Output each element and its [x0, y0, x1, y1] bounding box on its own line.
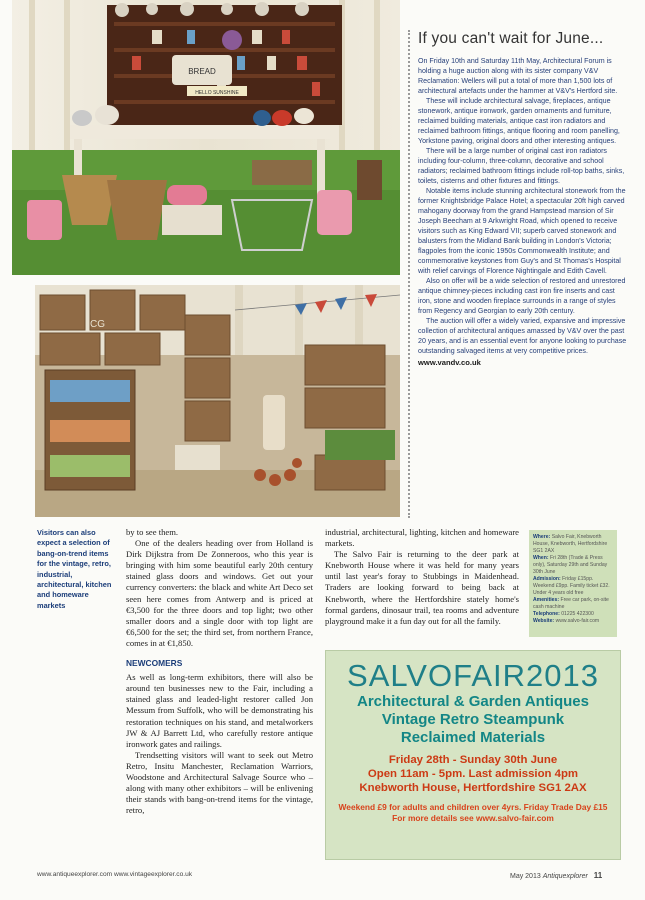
footer-urls[interactable]: www.antiqueexplorer.com www.vintageexplorer.co.uk — [37, 871, 193, 878]
info-where: Where: Salvo Fair, Knebworth House, Knebworth, Hertfordshire SG1 2AX — [533, 534, 608, 554]
sidebar-paragraph: On Friday 10th and Saturday 11th May, Architectural Forum is holding a huge auction along with its sister company V&V Reclamation: Wellers will put a total of more than 1,500 lots of architectural artefacts under the hammer at V&V's Hertford site. — [418, 57, 618, 95]
info-telephone: Telephone: 01225 422300 — [533, 611, 594, 617]
ad-line: Vintage Retro Steampunk — [381, 711, 565, 728]
crate-sign-text: CG — [90, 319, 105, 330]
auction-sidebar — [408, 30, 630, 518]
sidebar-url[interactable]: www.vandv.co.uk — [418, 358, 481, 367]
top-photo — [12, 0, 400, 275]
ad-line: Architectural & Garden Antiques — [357, 693, 589, 710]
ad-venue: Knebworth House, Hertfordshire SG1 2AX — [359, 782, 587, 794]
sidebar-title: If you can't wait for June... — [418, 30, 604, 47]
ad-website[interactable]: For more details see www.salvo-fair.com — [392, 813, 554, 823]
info-when: When: Fri 28th (Trade & Press only), Saturday 29th and Sunday 30th June — [533, 555, 608, 575]
body-paragraph: by to see them. — [126, 527, 179, 537]
salvo-fair-advert — [325, 650, 621, 860]
body-paragraph: The Salvo Fair is returning to the deer park at Knebworth House where it was held for many years until last year's foray to Stubbings in Maidenhead. Traders are looking forward to being back at Knebworth, where the Hertfordshire stately home's formal gardens, dinosaur trail, tea rooms and adventure playground make it a fun day out for all the family. — [325, 549, 519, 626]
hello-sunshine-sign-text: HELLO SUNSHINE — [195, 90, 239, 96]
body-paragraph: industrial, architectural, lighting, kitchen and homeware markets. — [325, 527, 519, 549]
body-paragraph: Trendsetting visitors will want to seek out Metro Retro, Insitu Manchester, Reclamation Warriors, Woodstone and Architectural Salvage Source who – along with many other exhibitors – will be enlivening their stands with bang-on-trend items for the vintage, retro, — [126, 749, 313, 816]
photo-caption: Visitors can also expect a selection of bang-on-trend items for the vintage, retro, industrial, architectural, kitchen and homeware markets — [37, 528, 112, 610]
bread-sign-text: BREAD — [188, 67, 216, 76]
info-amenities: Amenities: Free car park, on-site cash machine — [533, 597, 609, 610]
body-column-1 — [126, 527, 313, 816]
newcomers-heading: NEWCOMERS — [126, 658, 183, 669]
footer-issue — [510, 871, 602, 880]
body-paragraph: As well as long-term exhibitors, there will also be around ten businesses new to the Fair, including a stained glass and leaded-light restorer called Jon Messum from Suffolk, who will be demonstrating his restoration techniques on his stand, and metalworkers JW & AJ Barrett Ltd, who carefully restore antique ironwork gates and railings. — [126, 672, 313, 749]
body-column-2 — [325, 527, 519, 627]
info-admission: Admission: Friday £15pp. Weekend £9pp. Family ticket £32. Under 4 years old free — [533, 576, 610, 596]
sidebar-paragraph: Also on offer will be a wide selection of restored and unrestored antique chimney-pieces including cast iron fire inserts and cast iron, stone and wooden fireplace surrounds in a range of styles from Regency and Georgian to early 20th century. — [418, 277, 626, 315]
ad-prices: Weekend £9 for adults and children over 4yrs. Friday Trade Day £15 — [338, 802, 608, 812]
sidebar-paragraph: Notable items include stunning architectural stonework from the former Knightsbridge Palace Hotel; a spectacular 20ft high carved mahogany doorway from the grand Hampstead mansion of Sir Joseph Beecham at 9 Arkwright Road, which opened to receive visitors such as King Edward VII; superb carved stonework and balusters from the Midland Bank building in London's Victoria; flagpoles from the iconic 1950s Commonwealth Institute; and commemorative keystones from Guy's and St Thomas's Hospital with relief carvings of Florence Nightingale and Edith Cavell. — [418, 187, 626, 275]
ad-hours: Open 11am - 5pm. Last admission 4pm — [367, 768, 579, 780]
body-paragraph: One of the dealers heading over from Holland is Dirk Dijkstra from De Zonneroos, who this year is bringing with him some beautiful early 20th century stained glass doors and windows. Get out your currency converters: the black and white Art Deco set seen here comes from Antwerp and is priced at €3,500 for the three doors and top light; two other smaller doors and a single door with top light are €6,500 for the set; the third set, from northern France, comes in at €1,850. — [126, 538, 313, 648]
sidebar-paragraph: There will be a large number of original cast iron radiators including four-column, three-column, decorative and school radiators; reclaimed bathroom fittings include roll-top baths, sinks, toilets, cisterns and other fixtures and fittings. — [418, 147, 625, 185]
sidebar-paragraph: These will include architectural salvage, fireplaces, antique stonework, antique ironwork, garden ornaments and furniture, reclaimed building materials, antique cast iron radiators and reclaimed bathroom fittings, antique flooring and room panelling, Yorkstone paving, original doors and other interesting antiques. — [418, 97, 620, 145]
ad-line: Reclaimed Materials — [400, 729, 546, 746]
page-number: 11 — [593, 871, 603, 880]
footer-magazine: Antiquexplorer — [542, 873, 588, 880]
ad-title: SALVOFAIR2013 — [347, 658, 599, 693]
ad-dates: Friday 28th - Sunday 30th June — [388, 754, 558, 766]
footer-date: May 2013 — [510, 873, 541, 880]
info-website[interactable]: Website: www.salvo-fair.com — [533, 618, 600, 624]
bottom-photo-illustration — [35, 285, 400, 517]
bottom-photo — [35, 285, 400, 517]
sidebar-paragraph: The auction will offer a widely varied, expansive and impressive collection of architectural antiques amassed by V&V over the past 20 years, and is an essential event for anyone looking to purchase outstanding salvaged items at very competitive prices. — [418, 317, 627, 355]
top-photo-illustration — [12, 0, 400, 275]
fair-info-box — [529, 530, 617, 637]
